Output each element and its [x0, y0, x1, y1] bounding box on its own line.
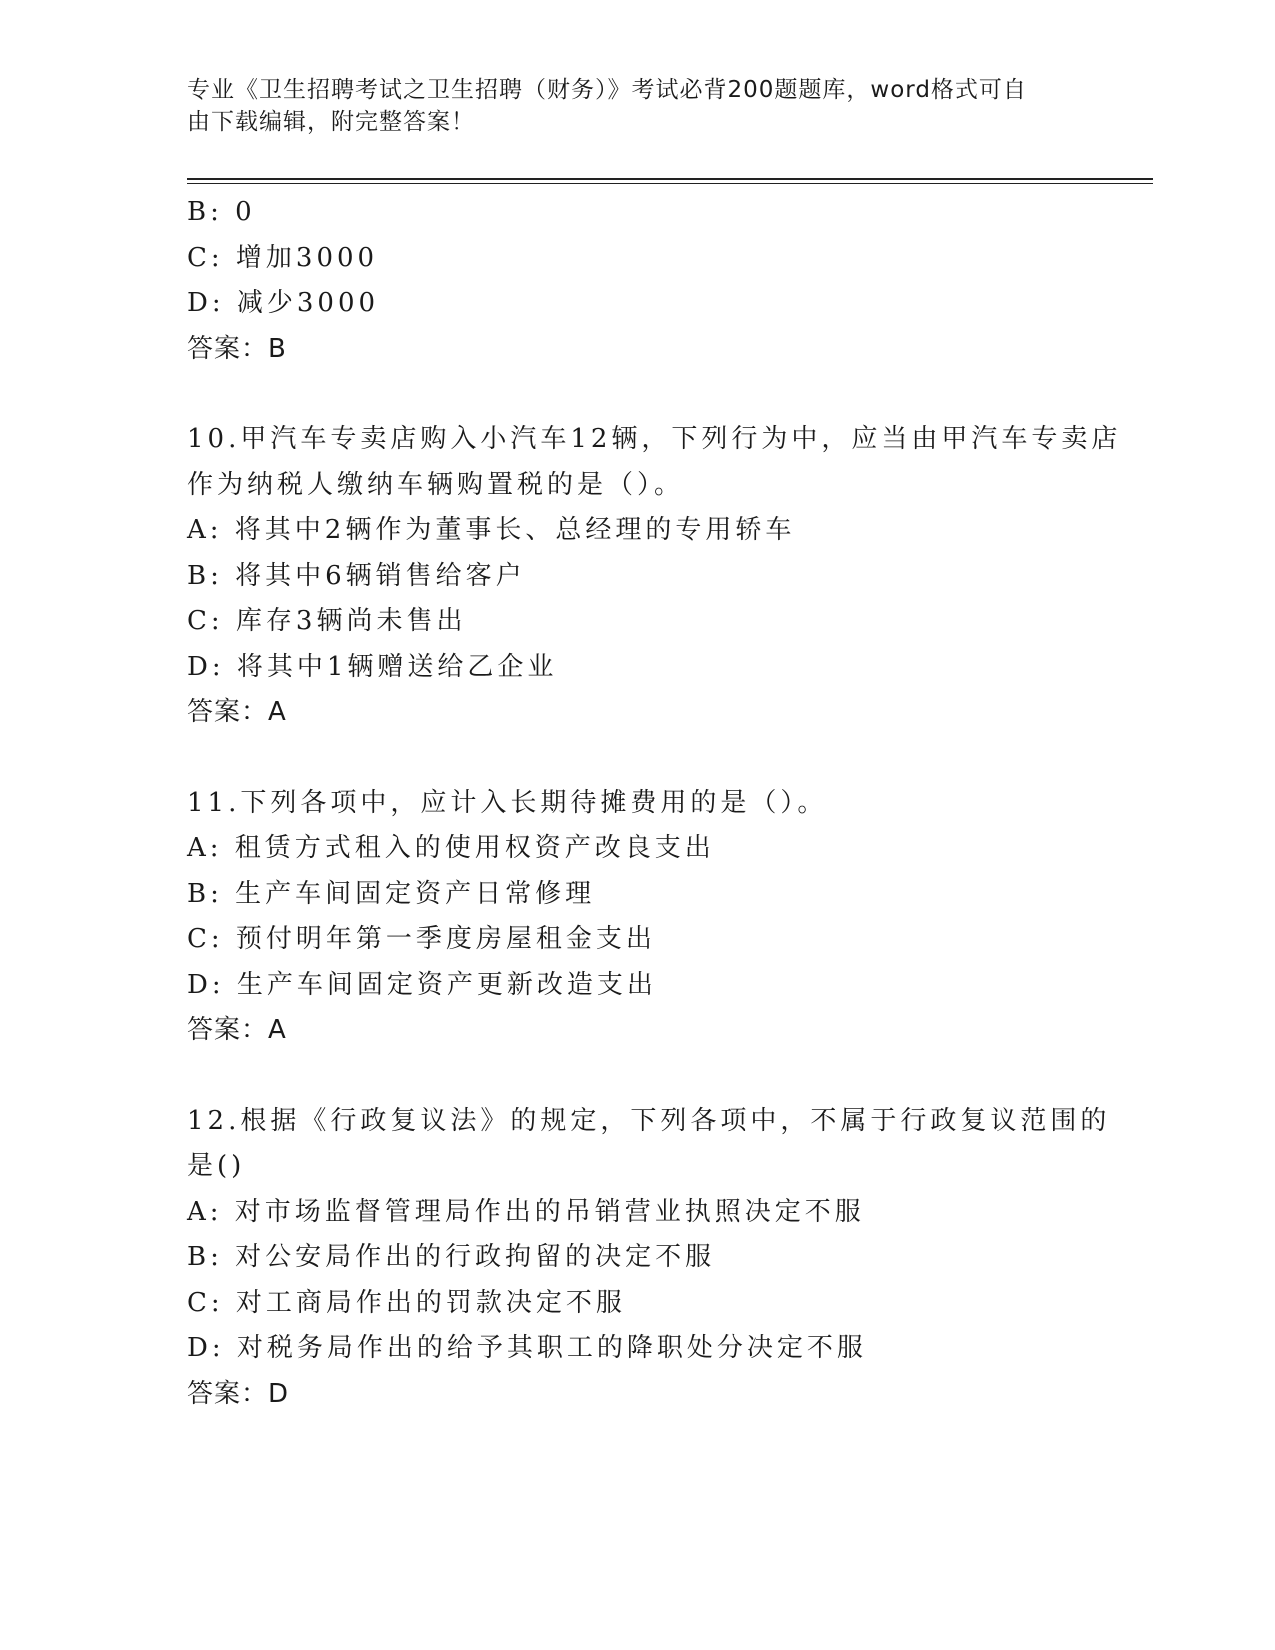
question-11	[187, 781, 1127, 1054]
question-10	[187, 417, 1127, 736]
answer: 答案：B	[187, 333, 287, 364]
option-c: C: 对工商局作出的罚款决定不服	[187, 1287, 626, 1318]
answer: 答案：A	[187, 1015, 287, 1045]
option-a: A: 租赁方式租入的使用权资产改良支出	[187, 833, 715, 863]
question-list	[187, 190, 1127, 1417]
option-d: D: 将其中1辆赠送给乙企业	[187, 651, 558, 682]
option-b: B: 对公安局作出的行政拘留的决定不服	[187, 1242, 716, 1272]
question-stem: 10.甲汽车专卖店购入小汽车12辆，下列行为中，应当由甲汽车专卖店作为纳税人缴纳车辆购置税的是（）。	[187, 424, 1122, 500]
question-stem: 11.下列各项中，应计入长期待摊费用的是（）。	[187, 787, 828, 818]
option-b: B: 将其中6辆销售给客户	[187, 560, 526, 591]
question-12	[187, 1099, 1127, 1418]
option-d: D: 减少3000	[187, 288, 380, 318]
question-stem: 12.根据《行政复议法》的规定，下列各项中，不属于行政复议范围的是()	[187, 1105, 1111, 1181]
option-a: A: 对市场监督管理局作出的吊销营业执照决定不服	[187, 1196, 865, 1227]
option-b: B: 生产车间固定资产日常修理	[187, 878, 596, 909]
option-a: A: 将其中2辆作为董事长、总经理的专用轿车	[187, 515, 796, 545]
option-c: C: 增加3000	[187, 242, 379, 273]
answer: 答案：A	[187, 697, 287, 727]
header-divider-thin	[187, 183, 1153, 184]
option-d: D: 生产车间固定资产更新改造支出	[187, 969, 657, 1000]
header-line-1: 专业《卫生招聘考试之卫生招聘（财务）》考试必背200题题库，word格式可自	[187, 77, 1027, 103]
option-c: C: 预付明年第一季度房屋租金支出	[187, 924, 656, 954]
previous-question-tail	[187, 190, 1127, 372]
option-d: D: 对税务局作出的给予其职工的降职处分决定不服	[187, 1333, 867, 1363]
header-line-2: 由下载编辑，附完整答案！	[187, 109, 475, 135]
option-c: C: 库存3辆尚未售出	[187, 606, 467, 636]
document-header	[187, 74, 1067, 138]
option-b: B: 0	[187, 197, 256, 227]
header-divider-thick	[187, 178, 1153, 180]
answer: 答案：D	[187, 1378, 290, 1409]
